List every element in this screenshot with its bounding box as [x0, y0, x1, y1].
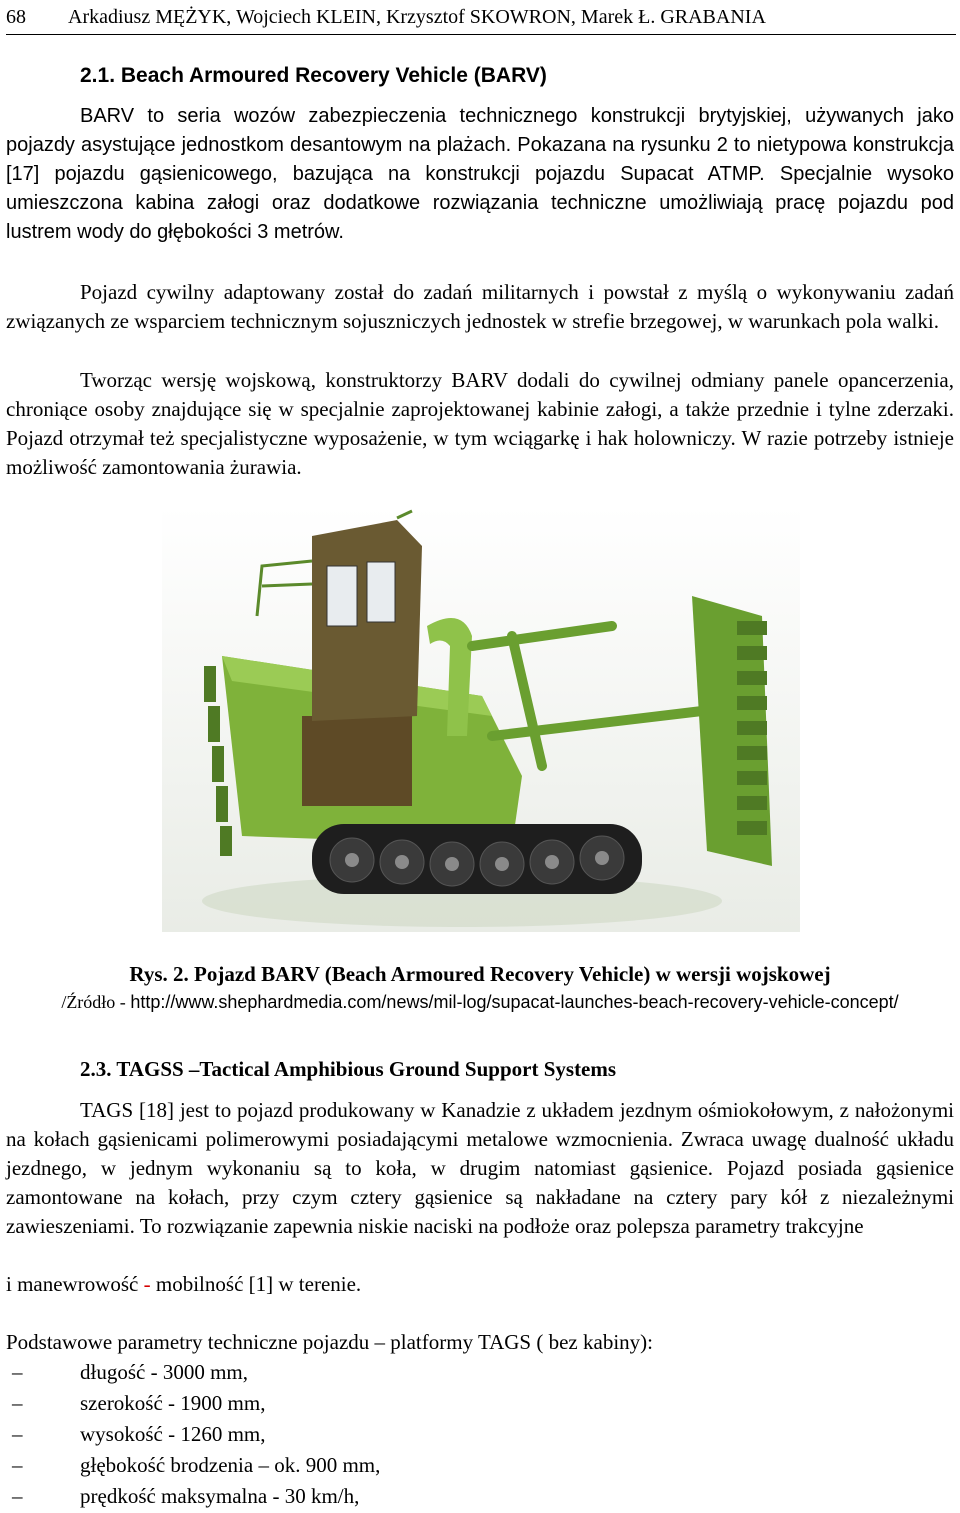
param-text: prędkość maksymalna - 30 km/h, — [80, 1484, 360, 1508]
paragraph-barv-civil: Pojazd cywilny adaptowany został do zadań militarnych i powstał z myślą o wykonywaniu zadań związanych ze wsparciem technicznym sojuszniczych jednostek w strefie brzegowej, w warunkach pola walki. — [6, 280, 954, 333]
paragraph-barv-military: Tworząc wersję wojskową, konstruktorzy BARV dodali do cywilnej odmiany panele opancerzenia, chroniące osoby znajdujące się w specjalnie zaprojektowanej kabinie załogi, a także przednie i tylne zderzaki. Pojazd otrzymał też specjalistyczne wyposażenie, w tym wciągarkę i hak holowniczy. W razie potrzeby istnieje możliwość zamontowania żurawia. — [6, 368, 954, 479]
list-item — [6, 1451, 380, 1482]
list-bullet: – — [12, 1422, 23, 1446]
list-bullet: – — [12, 1484, 23, 1508]
param-text: wysokość - 1260 mm, — [80, 1422, 266, 1446]
figure-source-label: /Źródło - — [61, 992, 131, 1012]
list-item — [6, 1389, 380, 1420]
param-text: długość - 3000 mm, — [80, 1360, 248, 1384]
page-number: 68 — [6, 6, 26, 28]
parameters-list — [6, 1358, 380, 1513]
paragraph-tags-end — [6, 1270, 954, 1299]
list-item — [6, 1482, 380, 1513]
param-text: szerokość - 1900 mm, — [80, 1391, 266, 1415]
paragraph-tags-description: TAGS [18] jest to pojazd produkowany w Kanadzie z układem jezdnym ośmiokołowym, z nałożonymi na kołach gąsienicami polimerowymi posiadającymi metalowe wzmocnienia. Zwraca uwagę dualność układu jezdnego, w jednym wykonaniu są to koła, w drugim natomiast gąsienice. Pojazd posiada gąsienice zamontowane na kołach, przy czym cztery gąsienice są nakładane na cztery pary kół z niezależnymi zawieszeniami. To rozwiązanie zapewnia niskie naciski na podłoże oraz polepsza parametry trakcyjne — [6, 1098, 954, 1238]
figure-source — [0, 992, 960, 1013]
figure-barv-render — [162, 506, 800, 932]
list-item — [6, 1358, 380, 1389]
paragraph-tags-end-dash: - — [143, 1272, 151, 1296]
list-bullet: – — [12, 1391, 23, 1415]
list-item — [6, 1420, 380, 1451]
paragraph-tags-end-b: mobilność [1] w terenie. — [150, 1272, 362, 1296]
parameters-intro: Podstawowe parametry techniczne pojazdu – platformy TAGS ( bez kabiny): — [6, 1330, 653, 1354]
figure-caption: Rys. 2. Pojazd BARV (Beach Armoured Recovery Vehicle) w wersji wojskowej — [129, 962, 831, 986]
paragraph-tags-end-a: i manewrowość — [6, 1272, 144, 1296]
figure-source-url[interactable]: http://www.shephardmedia.com/news/mil-log/supacat-launches-beach-recovery-vehicle-concept/ — [130, 992, 899, 1012]
section-heading-2-3: 2.3. TAGSS –Tactical Amphibious Ground Support Systems — [80, 1057, 617, 1081]
param-text: głębokość brodzenia – ok. 900 mm, — [80, 1453, 381, 1477]
section-heading-2-1: 2.1. Beach Armoured Recovery Vehicle (BARV) — [80, 64, 547, 87]
running-header — [6, 4, 956, 35]
barv-vehicle-illustration — [162, 506, 800, 932]
header-authors: Arkadiusz MĘŻYK, Wojciech KLEIN, Krzysztof SKOWRON, Marek Ł. GRABANIA — [68, 6, 766, 28]
list-bullet: – — [12, 1453, 23, 1477]
paragraph-barv-intro: BARV to seria wozów zabezpieczenia technicznego konstrukcji brytyjskiej, używanych jako pojazdy asystujące jednostkom desantowym na plażach. Pokazana na rysunku 2 to nietypowa konstrukcja [17] pojazdu gąsienicowego, bazująca na konstrukcji pojazdu Supacat ATMP. Specjalnie wysoko umieszczona kabina załogi oraz dodatkowe rozwiązania techniczne umożliwiają pracę pojazdu pod lustrem wody do głębokości 3 metrów. — [6, 105, 954, 243]
list-bullet: – — [12, 1360, 23, 1384]
